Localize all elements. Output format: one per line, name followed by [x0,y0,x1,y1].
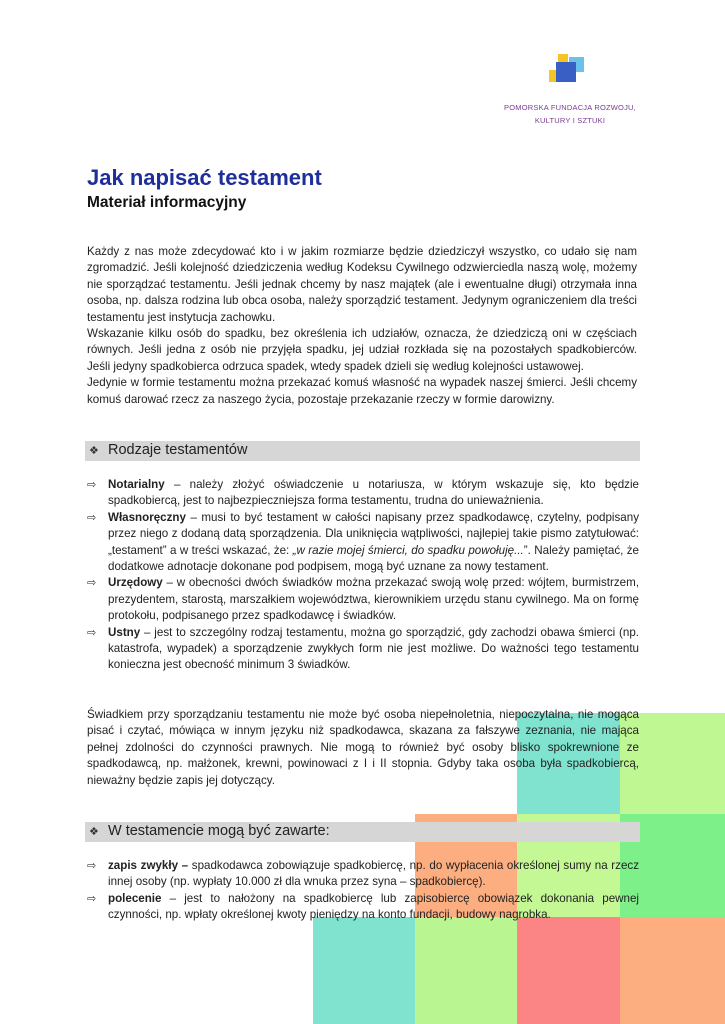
item-term: polecenie [108,891,162,905]
item-text-continued: ”. Należy pamiętać, że dodatkowe adnotacje dokonane pod podpisem, mogą być uznane za nowy testament. [108,543,639,574]
list-item [87,477,639,510]
testament-types-list [87,477,639,674]
item-term: Notarialny [108,478,165,491]
page-title: Jak napisać testament [87,165,322,190]
arrow-bullet-icon: ⇨ [87,577,97,590]
item-quote: „w razie mojej śmierci, do spadku powołuję... [292,543,524,557]
section-heading-testament-types [85,441,640,461]
list-item [87,858,639,891]
item-term: zapis zwykły – [108,859,189,872]
arrow-bullet-icon: ⇨ [87,511,97,524]
list-item [87,510,639,576]
intro-paragraph: Każdy z nas może zdecydować kto i w jakim rozmiarze będzie dziedziczył wszystko, co udało się nam zgromadzić. Jeśli kolejność dziedziczenia według Kodeksu Cywilnego odzwierciedla naszą wolę, możemy nie sporządzać testamentu. Jeśli jednak chcemy by nasz majątek (ale i ewentualne długi) otrzymała inna osoba, np. dalsza rodzina lub obca osoba, należy sporządzić testament. Jedynym ograniczeniem dla treści testamentu jest instytucja zachowku. [87,245,637,324]
item-text: – jest to szczególny rodzaj testamentu, można go sporządzić, gdy zachodzi obawa śmierci (np. katastrofa, wypadek) a sporządzenie zwykłych form nie jest możliwe. Do ważności tego testamentu konieczna jest obecność minimum 3 świadków. [108,625,639,672]
deco-teal-block-bottom [313,917,415,1024]
intro-paragraph: Wskazanie kilku osób do spadku, bez określenia ich udziałów, oznacza, że dziedziczą oni w częściach równych. Jeśli jedna z osób nie przyjęła spadku, jej udział rozkłada się na pozostałych spadkobierców. Jeśli jedyny spadkobierca odrzuca spadek, wtedy spadek dzieli się według kolejności ustawowej. [87,327,637,373]
intro-paragraph: Jedynie w formie testamentu można przekazać komuś własność na wypadek naszej śmierci. Jeśli chcemy komuś darować rzecz za naszego życia, pozostaje przekazanie rzeczy w formie darowizny. [87,376,637,406]
item-term: Ustny [108,625,141,639]
section-heading-testament-contents [85,822,640,842]
diamond-bullet-icon: ❖ [89,826,99,838]
diamond-bullet-icon: ❖ [89,445,99,457]
item-term: Własnoręczny [108,510,186,524]
foundation-logo-icon [548,52,588,92]
page-subtitle: Materiał informacyjny [87,194,247,211]
section-heading-text: Rodzaje testamentów [108,442,248,458]
arrow-bullet-icon: ⇨ [87,626,97,639]
deco-lime-block-bottom [415,917,517,1024]
arrow-bullet-icon: ⇨ [87,479,97,491]
intro-text [87,244,637,408]
item-text: – musi to być testament w całości napisany przez spadkodawcę, czytelny, podpisany przez niego z dodaną datą sporządzenia. Dla uniknięcia wątpliwości, najlepiej takie pismo zatytułować: „testament” a w treści wskazać, że: [108,510,639,557]
list-item [87,575,639,624]
foundation-name-line2: KULTURY I SZTUKI [534,116,606,125]
foundation-name-line1: POMORSKA FUNDACJA ROZWOJU, [504,103,636,112]
item-text: – w obecności dwóch świadków można przekazać swoją wolę przed: wójtem, burmistrzem, prezydentem, starostą, marszałkiem województwa, kierownikiem urzędu stanu cywilnego. Ma on formę protokołu, podpisanego przez spadkodawcę i świadków. [108,576,639,623]
arrow-bullet-icon: ⇨ [87,860,97,872]
list-item [87,625,639,674]
section-heading-text: W testamencie mogą być zawarte: [108,823,330,839]
arrow-bullet-icon: ⇨ [87,892,97,905]
item-text: – jest to nałożony na spadkobiercę lub zapisobiercę obowiązek dokonania pewnej czynności, np. wpłaty określonej kwoty pieniędzy na konto fundacji, budowy nagrobka. [108,891,639,922]
item-text: spadkodawca zobowiązuje spadkobiercę, np. do wypłacenia określonej sumy na rzecz innej osoby (np. wypłaty 10.000 zł dla wnuka przez syna – spadkobiercę). [108,859,640,889]
item-text: – należy złożyć oświadczenie u notariusza, w którym wskazuje się, kto będzie spadkobiercą, jest to najbezpieczniejsza forma testamentu, trudna do unieważnienia. [108,478,639,508]
witness-paragraph: Świadkiem przy sporządzaniu testamentu nie może być osoba niepełnoletnia, niepoczytalna, nie mogąca pisać i czytać, mówiąca w innym języku niż spadkodawca, skazana za fałszywe zeznania, nie mająca pełnej zdolności do czynności prawnych. Nie mogą to również być osoby blisko spokrewnione ze spadkodawcą, np. małżonek, krewni, powinowaci z I i II stopnia. Gdyby taka osoba była spadkobiercą, nieważny będzie zapis jej dotyczący. [87,708,639,787]
list-item [87,891,639,924]
deco-red-block-bottom [517,917,620,1024]
item-term: Urzędowy [108,576,163,590]
testament-contents-list [87,858,639,924]
deco-orange-block-bottom [620,917,725,1024]
foundation-name [500,101,640,127]
